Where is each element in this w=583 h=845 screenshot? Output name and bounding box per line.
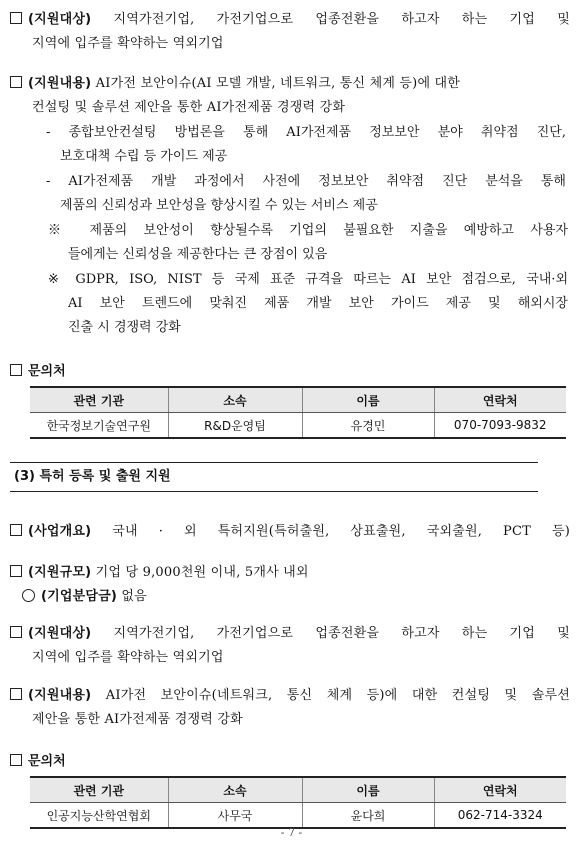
header-cell: 연락처	[434, 387, 566, 413]
note-2	[48, 268, 568, 340]
header-cell: 관련 기관	[30, 777, 168, 803]
line: AI 보안 트렌드에 맞춰진 제품 개발 보안 가이드 제공 및 해외시장	[68, 296, 568, 311]
business-overview	[10, 520, 570, 544]
support-target-1	[10, 8, 570, 56]
table-cell: 062-714-3324	[434, 803, 566, 829]
text: AI가전 보안이슈(AI 모델 개발, 네트워크, 통신 체계 등)에 대한	[95, 76, 461, 91]
table-cell: R&D운영팀	[168, 413, 302, 439]
header-cell: 소속	[168, 387, 302, 413]
note-1	[48, 219, 568, 267]
text-cont: 지역에 입주를 확약하는 역외기업	[32, 36, 224, 51]
table-cell: 사무국	[168, 803, 302, 829]
line: - 종합보안컨설팅 방법론을 통해 AI가전제품 정보보안 분야 취약점 진단,	[46, 125, 566, 140]
line: 들에게는 신뢰성을 제공한다는 큰 장점이 있음	[68, 247, 328, 262]
text-cont: 컨설팅 및 솔루션 제안을 통한 AI가전제품 경쟁력 강화	[32, 100, 346, 115]
line: ※ GDPR, ISO, NIST 등 국제 표준 규격을 따르는 AI 보안 점검으로, 국내·외	[48, 272, 568, 287]
circle-bullet-icon	[22, 589, 35, 602]
text: 지역가전기업, 가전기업으로 업종전환을 하고자 하는 기업 및	[113, 626, 570, 641]
header-cell: 관련 기관	[30, 387, 168, 413]
text: AI가전 보안이슈(네트워크, 통신 체계 등)에 대한 컨설팅 및 솔루션	[105, 688, 570, 703]
line: ※ 제품의 보안성이 향상될수록 기업의 불필요한 지출을 예방하고 사용자	[48, 223, 568, 238]
table-cell: 인공지능산학연협회	[30, 803, 168, 829]
text: 기업 당 9,000천원 이내, 5개사 내외	[95, 565, 309, 580]
support-target-2	[10, 622, 570, 670]
page-number: - 7 -	[280, 826, 303, 839]
table-cell: 한국정보기술연구원	[30, 413, 168, 439]
text-cont: 지역에 입주를 확약하는 역외기업	[32, 650, 224, 665]
line: 진출 시 경쟁력 강화	[68, 320, 181, 335]
contact-table-1	[30, 386, 566, 439]
text-cont: 제안을 통한 AI가전제품 경쟁력 강화	[32, 712, 243, 727]
square-bullet-icon	[10, 626, 22, 638]
line: 보호대책 수립 등 가이드 제공	[60, 149, 228, 164]
square-bullet-icon	[10, 565, 22, 577]
label: (지원대상)	[28, 626, 92, 641]
text: 없음	[121, 589, 147, 604]
square-bullet-icon	[10, 524, 22, 536]
square-bullet-icon	[10, 12, 22, 24]
square-bullet-icon	[10, 364, 22, 376]
table-cell: 유경민	[302, 413, 434, 439]
line: - AI가전제품 개발 과정에서 사전에 정보보안 취약점 진단 분석을 통해	[46, 174, 566, 189]
support-content-2	[10, 684, 570, 732]
header-cell: 소속	[168, 777, 302, 803]
square-bullet-icon	[10, 688, 22, 700]
square-bullet-icon	[10, 76, 22, 88]
table-header-row	[30, 777, 566, 803]
table-header-row	[30, 387, 566, 413]
label: (지원내용)	[28, 76, 92, 91]
table-cell: 윤다희	[302, 803, 434, 829]
label: (지원내용)	[28, 688, 92, 703]
contact-label: 문의처	[28, 754, 66, 769]
section-title: (3) 특허 등록 및 출원 지원	[10, 462, 538, 492]
contact-table-2	[30, 776, 566, 829]
support-content-1	[10, 72, 570, 120]
text: 지역가전기업, 가전기업으로 업종전환을 하고자 하는 기업 및	[113, 12, 570, 27]
header-cell: 이름	[302, 777, 434, 803]
contact-label: 문의처	[28, 364, 66, 379]
header-cell: 연락처	[434, 777, 566, 803]
table-row	[30, 803, 566, 829]
label: (사업개요)	[28, 524, 92, 539]
support-scale	[10, 561, 570, 609]
contact-heading-2	[10, 750, 66, 769]
square-bullet-icon	[10, 754, 22, 766]
table-cell: 070-7093-9832	[434, 413, 566, 439]
text: 국내 · 외 특허지원(특허출원, 상표출원, 국외출원, PCT 등)	[112, 524, 570, 539]
label: (지원대상)	[28, 12, 92, 27]
header-cell: 이름	[302, 387, 434, 413]
dash-item-2	[46, 170, 566, 218]
label: (지원규모)	[28, 565, 92, 580]
contact-heading-1	[10, 360, 66, 379]
dash-item-1	[46, 121, 566, 169]
line: 제품의 신뢰성과 보안성을 향상시킬 수 있는 서비스 제공	[60, 198, 378, 213]
table-row	[30, 413, 566, 439]
label: (기업분담금)	[41, 589, 118, 604]
